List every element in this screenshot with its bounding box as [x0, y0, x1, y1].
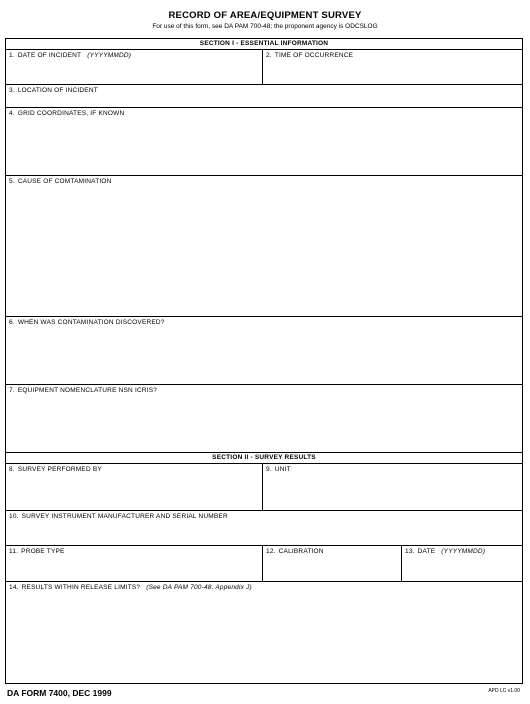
time-of-occurrence-field[interactable]: [262, 50, 522, 84]
field-number: 7.: [9, 387, 15, 394]
field-label: PROBE TYPE: [21, 548, 65, 555]
date-field[interactable]: [401, 546, 522, 581]
form-title: RECORD OF AREA/EQUIPMENT SURVEY: [168, 10, 362, 21]
field-number: 11.: [9, 548, 19, 555]
unit-field[interactable]: [262, 464, 522, 510]
field-hint: (YYYYMMDD): [441, 548, 486, 555]
equipment-nomenclature-field[interactable]: [6, 385, 522, 453]
field-number: 6.: [9, 319, 15, 326]
field-number: 1.: [9, 52, 15, 59]
form-id: DA FORM 7400, DEC 1999: [7, 688, 112, 698]
field-number: 13.: [405, 548, 415, 555]
field-label: CALIBRATION: [278, 548, 324, 555]
section-2-title: SECTION II - SURVEY RESULTS: [212, 454, 316, 461]
survey-form: [5, 38, 523, 684]
field-number: 2.: [266, 52, 272, 59]
form-version: APD LC v1.00: [488, 688, 520, 694]
field-label: LOCATION OF INCIDENT: [17, 87, 98, 94]
form-subtitle: For use of this form, see DA PAM 700-48; the proponent agency is ODCSLOG: [152, 23, 378, 30]
field-number: 9.: [266, 466, 272, 473]
field-label: UNIT: [274, 466, 291, 473]
field-label: DATE: [417, 548, 436, 555]
field-label: SURVEY PERFORMED BY: [17, 466, 102, 473]
field-label: DATE OF INCIDENT: [17, 52, 82, 59]
field-label: CAUSE OF COMTAMINATION: [17, 178, 112, 185]
section-2-header: [6, 453, 522, 464]
row-probe-calibration-date: [6, 546, 522, 582]
field-number: 14.: [9, 584, 19, 591]
probe-type-field[interactable]: [6, 546, 262, 581]
field-label: GRID COORDINATES, IF KNOWN: [17, 110, 125, 117]
survey-instrument-field[interactable]: [6, 511, 522, 546]
field-number: 5.: [9, 178, 15, 185]
row-date-time: [6, 50, 522, 85]
field-label: SURVEY INSTRUMENT MANUFACTURER AND SERIAL NUMBER: [21, 513, 228, 520]
date-of-incident-field[interactable]: [6, 50, 262, 84]
results-within-limits-field[interactable]: [6, 582, 522, 683]
row-survey-unit: [6, 464, 522, 511]
field-number: 4.: [9, 110, 15, 117]
when-discovered-field[interactable]: [6, 317, 522, 385]
field-label: WHEN WAS CONTAMINATION DISCOVERED?: [17, 319, 165, 326]
field-number: 3.: [9, 87, 15, 94]
field-number: 8.: [9, 466, 15, 473]
survey-performed-by-field[interactable]: [6, 464, 262, 510]
section-1-title: SECTION I - ESSENTIAL INFORMATION: [199, 40, 329, 47]
field-number: 12.: [266, 548, 276, 555]
field-number: 10.: [9, 513, 19, 520]
field-hint: (YYYYMMDD): [87, 52, 132, 59]
field-label: RESULTS WITHIN RELEASE LIMITS?: [21, 584, 141, 591]
grid-coordinates-field[interactable]: [6, 108, 522, 176]
field-label: EQUIPMENT NOMENCLATURE NSN ICRIS?: [17, 387, 158, 394]
section-1-header: [6, 39, 522, 50]
location-of-incident-field[interactable]: [6, 85, 522, 108]
field-hint: (See DA PAM 700-48, Appendix J): [146, 584, 252, 591]
cause-of-contamination-field[interactable]: [6, 176, 522, 317]
field-label: TIME OF OCCURRENCE: [274, 52, 354, 59]
calibration-field[interactable]: [262, 546, 401, 581]
